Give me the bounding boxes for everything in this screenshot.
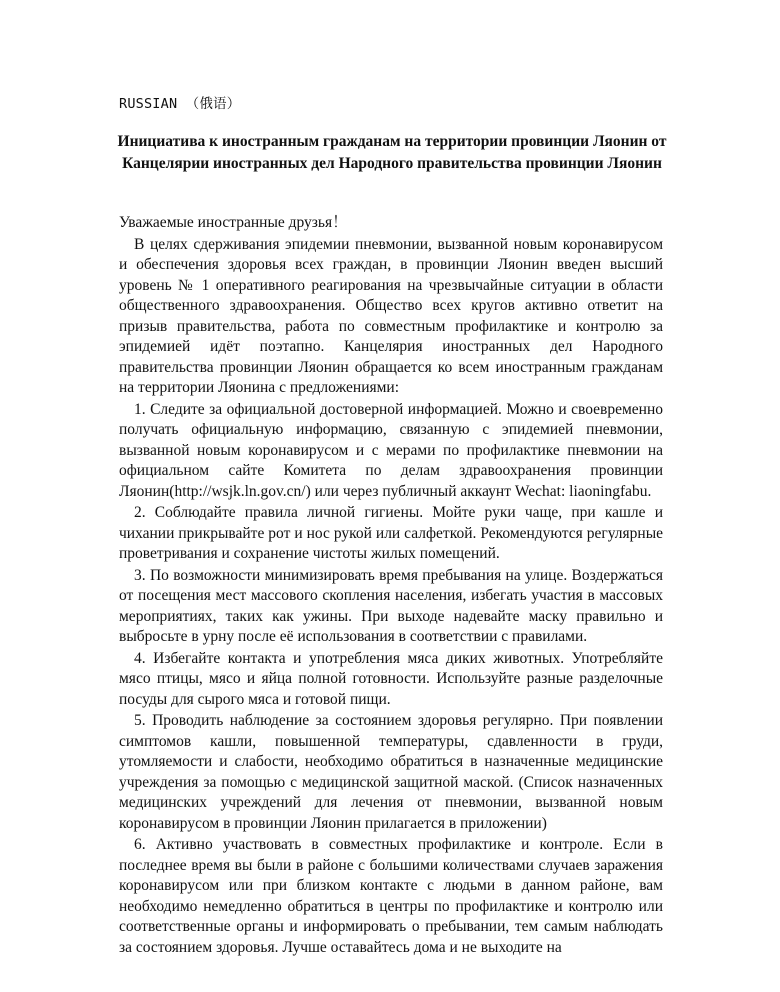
document-body <box>119 213 663 958</box>
recommendation-item-3: 3. По возможности минимизировать время пребывания на улице. Воздержаться от посещения мест массового скопления населения, избегать участия в массовых мероприятиях, таких как ужины. При выходе надевайте маску правильно и выбросьте в урну после её использования в соответствии с правилами. <box>119 566 663 645</box>
language-tag: RUSSIAN （俄语） <box>119 96 241 112</box>
greeting: Уважаемые иностранные друзья！ <box>119 214 348 231</box>
recommendation-item-6: 6. Активно участвовать в совместных профилактике и контроле. Если в последнее время вы были в районе с большими количествами случаев заражения коронавирусом или при близком контакте с людьми в данном районе, вам необходимо немедленно обратиться в центры по профилактике и контролю или соответственные органы и информировать о пребывании, тем самым наблюдать за состоянием здоровья. Лучше оставайтесь дома и не выходите на <box>119 836 663 956</box>
recommendation-item-4: 4. Избегайте контакта и употребления мяса диких животных. Употребляйте мясо птицы, мясо и яйца полной готовности. Используйте разные разделочные посуды для сырого мяса и готовой пищи. <box>119 649 663 708</box>
intro-paragraph: В целях сдерживания эпидемии пневмонии, вызванной новым коронавирусом и обеспечения здоровья всех граждан, в провинции Ляонин введен высший уровень № 1 оперативного реагирования на чрезвычайные ситуации в области общественного здравоохранения. Общество всех кругов активно ответит на призыв правительства, работа по совместным профилактике и контролю за эпидемией идёт поэтапно. Канцелярия иностранных дел Народного правительства провинции Ляонин обращается ко всем иностранным гражданам на территории Ляонина с предложениями: <box>119 235 663 396</box>
recommendation-item-2: 2. Соблюдайте правила личной гигиены. Мойте руки чаще, при кашле и чихании прикрывайте рот и нос рукой или салфеткой. Рекомендуются регулярные проветривания и сохранение чистоты жилых помещений. <box>119 504 663 562</box>
recommendation-item-1: 1. Следите за официальной достоверной информацией. Можно и своевременно получать официальную информацию, связанную с эпидемией пневмонии, вызванной новым коронавирусом и с мерами по профилактике пневмонии на официальном сайте Комитета по делам здравоохранения провинции Ляонин(http://wsjk.ln.gov.cn/) или через публичный аккаунт Wechat: liaoningfabu. <box>119 400 663 500</box>
document-title: Инициатива к иностранным гражданам на территории провинции Ляонин от Канцелярии иностранных дел Народного правительства провинции Ляонин <box>117 133 667 172</box>
recommendation-item-5: 5. Проводить наблюдение за состоянием здоровья регулярно. При появлении симптомов кашли, повышенной температуры, сдавленности в груди, утомляемости и слабости, необходимо обратиться в назначенные медицинские учреждения за помощью с медицинской защитной маской. (Список назначенных медицинских учреждений для лечения от пневмонии, вызванной новым коронавирусом в провинции Ляонин прилагается в приложении) <box>119 712 663 832</box>
